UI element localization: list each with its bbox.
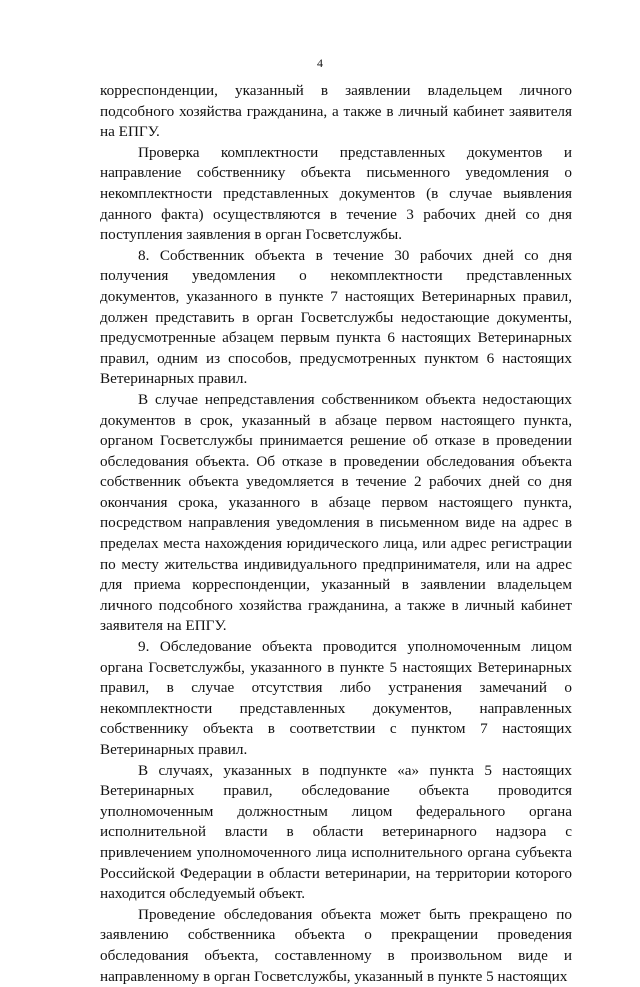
- document-body: [100, 81, 572, 987]
- paragraph-termination: Проведение обследования объекта может быть прекращено по заявлению собственника объекта о прекращении проведения обследования объекта, составленному в произвольном виде и направленному в орган Госветслужбы, указанный в пункте 5 настоящих: [100, 905, 572, 985]
- paragraph-federal-inspection: В случаях, указанных в подпункте «а» пункта 5 настоящих Ветеринарных правил, обследование объекта проводится уполномоченным должностным лицом федерального органа исполнительной власти в области ветеринарного надзора с привлечением уполномоченного лица исполнительного органа субъекта Российской Федерации в области ветеринарии, на территории которого находится обследуемый объект.: [100, 761, 572, 903]
- page-number: 4: [317, 56, 323, 70]
- paragraph-item-8: 8. Собственник объекта в течение 30 рабочих дней со дня получения уведомления о некомплектности представленных документов, указанного в пункте 7 настоящих Ветеринарных правил, должен представить в орган Госветслужбы недостающие документы, предусмотренные абзацем первым пункта 6 настоящих Ветеринарных правил, одним из способов, предусмотренных пунктом 6 настоящих Ветеринарных правил.: [100, 246, 572, 388]
- paragraph-refusal: В случае непредставления собственником объекта недостающих документов в срок, указанный в абзаце первом настоящего пункта, органом Госветслужбы принимается решение об отказе в проведении обследования объекта. Об отказе в проведении обследования объекта собственник объекта уведомляется в течение 2 рабочих дней со дня окончания срока, указанного в абзаце первом настоящего пункта, посредством направления уведомления в письменном виде на адрес в пределах места нахождения юридического лица, или адрес регистрации по месту жительства индивидуального предпринимателя, или на адрес для приема корреспонденции, указанный в заявлении владельцем личного подсобного хозяйства гражданина, а также в личный кабинет заявителя на ЕПГУ.: [100, 390, 572, 635]
- paragraph-continuation: корреспонденции, указанный в заявлении владельцем личного подсобного хозяйства гражданина, а также в личный кабинет заявителя на ЕПГУ.: [100, 82, 572, 141]
- paragraph-item-9: 9. Обследование объекта проводится уполномоченным лицом органа Госветслужбы, указанного в пункте 5 настоящих Ветеринарных правил, в случае отсутствия либо устранения замечаний о некомплектности представленных документов, направленных собственнику объекта в соответствии с пунктом 7 настоящих Ветеринарных правил.: [100, 638, 572, 758]
- paragraph-completeness-check: Проверка комплектности представленных документов и направление собственнику объекта письменного уведомления о некомплектности представленных документов (в случае выявления данного факта) осуществляются в течение 3 рабочих дней со дня поступления заявления в орган Госветслужбы.: [100, 143, 572, 244]
